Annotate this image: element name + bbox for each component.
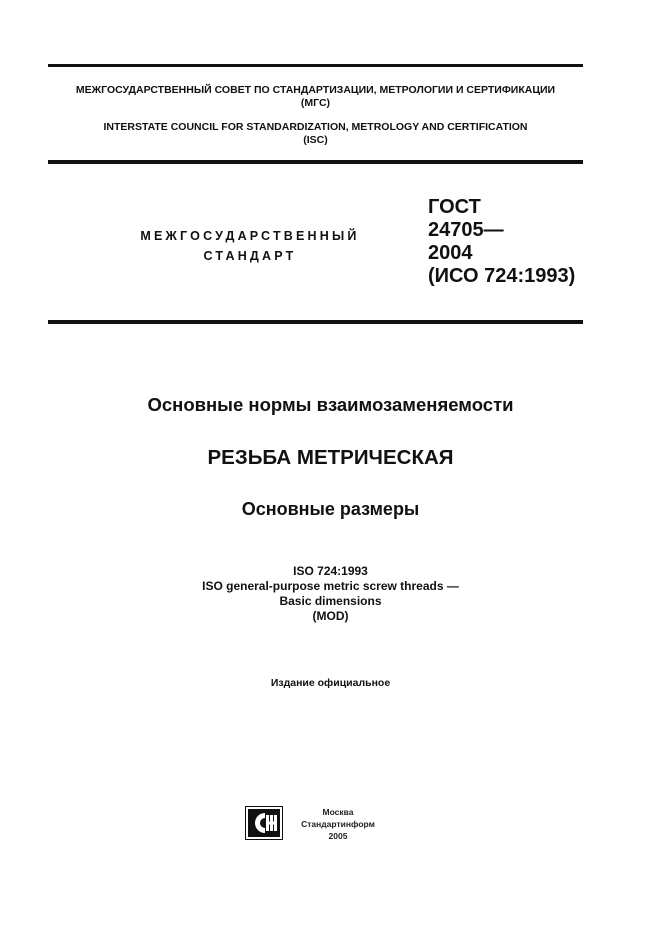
iso-line4: (MOD) <box>312 609 349 623</box>
standartinform-logo-icon <box>245 806 283 840</box>
designation-line1: ГОСТ <box>428 196 481 218</box>
edition-label: Издание официальное <box>270 677 391 689</box>
iso-line1: ISO 724:1993 <box>293 564 368 578</box>
sub-title: Основные размеры <box>241 499 420 519</box>
designation-line2: 24705— <box>428 219 504 241</box>
council-ru-abbr: (МГС) <box>300 97 331 109</box>
bottom-rule <box>48 320 583 324</box>
iso-line3: Basic dimensions <box>279 594 382 608</box>
publisher-year: 2005 <box>328 831 348 841</box>
council-ru <box>48 84 583 110</box>
main-title: РЕЗЬБА МЕТРИЧЕСКАЯ <box>207 446 454 469</box>
group-title: Основные нормы взаимозаменяемости <box>147 394 514 415</box>
iso-reference <box>0 564 661 624</box>
top-rule <box>48 64 583 67</box>
designation-line4: (ИСО 724:1993) <box>428 265 576 287</box>
standard-designation <box>428 196 575 288</box>
council-ru-name: МЕЖГОСУДАРСТВЕННЫЙ СОВЕТ ПО СТАНДАРТИЗАЦИИ, МЕТРОЛОГИИ И СЕРТИФИКАЦИИ <box>75 84 556 96</box>
council-en-name: INTERSTATE COUNCIL FOR STANDARDIZATION, METROLOGY AND CERTIFICATION <box>103 121 528 133</box>
publisher <box>290 806 386 842</box>
standard-label-line2: СТАНДАРТ <box>203 249 297 263</box>
iso-line2: ISO general-purpose metric screw threads — <box>202 579 459 593</box>
publisher-name: Стандартинформ <box>301 819 375 829</box>
designation-line3: 2004 <box>428 242 473 264</box>
standard-label-line1: МЕЖГОСУДАРСТВЕННЫЙ <box>140 229 360 243</box>
publisher-city: Москва <box>322 807 354 817</box>
council-en-abbr: (ISC) <box>303 134 328 146</box>
council-en <box>48 121 583 147</box>
middle-rule <box>48 160 583 164</box>
